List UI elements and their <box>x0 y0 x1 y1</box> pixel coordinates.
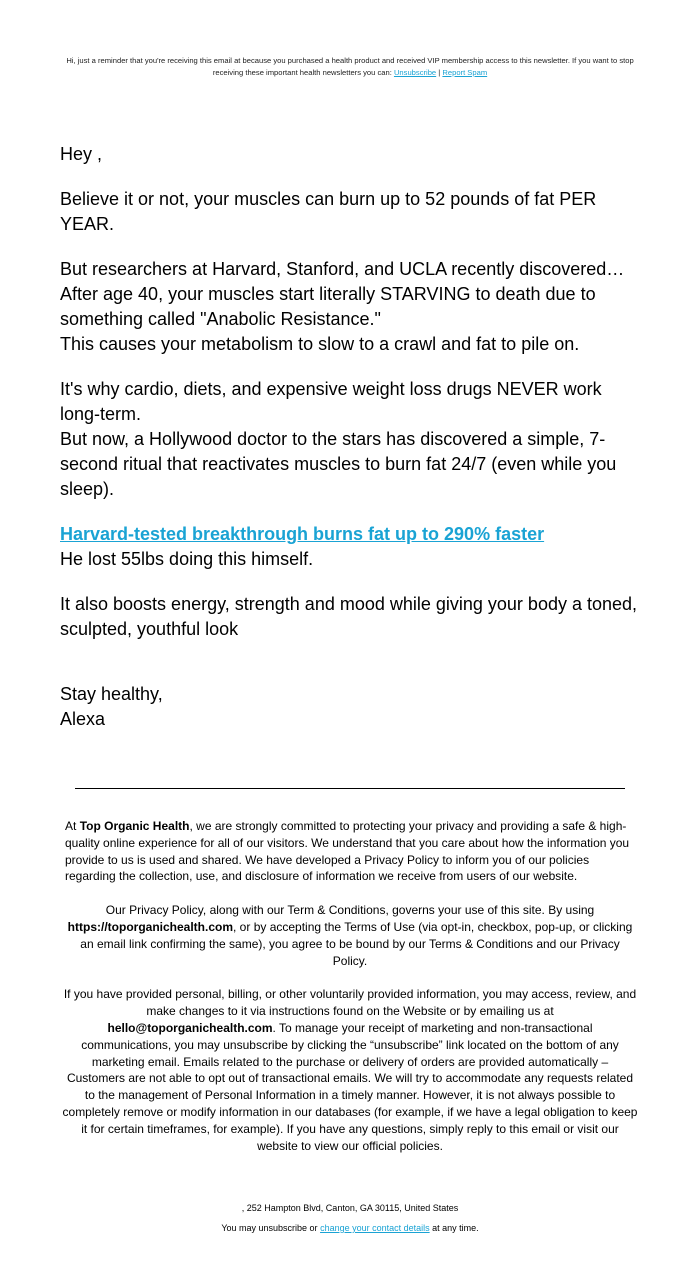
signoff: Stay healthy, <box>60 684 163 704</box>
brand-name: Top Organic Health <box>79 819 190 833</box>
cta-subtext: He lost 55lbs doing this himself. <box>60 549 314 569</box>
report-spam-link[interactable]: Report Spam <box>442 67 488 77</box>
unsubscribe-link[interactable]: Unsubscribe <box>393 67 437 77</box>
cardio-line-2: But now, a Hollywood doctor to the stars has discovered a simple, 7-second ritual that reactivates muscles to burn fat 24/7 (even while you sleep). <box>60 429 617 499</box>
website-url: https://toporganichealth.com <box>67 919 234 934</box>
paragraph-research <box>60 257 645 357</box>
top-notice <box>60 55 640 78</box>
notice-separator: | <box>438 67 441 77</box>
cardio-line-1: It's why cardio, diets, and expensive weight loss drugs NEVER work long-term. <box>60 379 602 424</box>
footer <box>62 818 638 1171</box>
footer-text: . To manage your receipt of marketing and non-transactional communications, you may unsubscribe by clicking the “unsubscribe” link located on the bottom of any marketing email. Emails related to the purchase or delivery of orders are provided automatically – Customers are not able to opt out of transactional emails. We will try to accommodate any requests related to the management of Personal Information in a timely manner. However, it is not always possible to completely remove or modify information in our databases (for example, if we have a legal obligation to keep it for certain timeframes, for example). If you have any questions, simply reply to this email or visit our website to view our official policies. <box>62 1020 638 1153</box>
research-line-3: This causes your metabolism to slow to a crawl and fat to pile on. <box>60 334 580 354</box>
mailing-address: , 252 Hampton Blvd, Canton, GA 30115, United States <box>241 1203 459 1213</box>
footer-text: You may unsubscribe or <box>221 1223 318 1233</box>
paragraph-benefits: It also boosts energy, strength and mood while giving your body a toned, sculpted, youthful look <box>60 594 638 639</box>
research-line-1: But researchers at Harvard, Stanford, and UCLA recently discovered… <box>60 259 625 279</box>
footer-text: at any time. <box>432 1223 479 1233</box>
footer-text: At <box>65 819 77 833</box>
unsubscribe-footer <box>0 1222 700 1234</box>
greeting: Hey , <box>60 144 103 164</box>
paragraph-cta <box>60 522 645 572</box>
footer-text: , we are strongly committed to protecting your privacy and providing a safe & high-quality online experience for all of our visitors. We understand that you care about how the information you provide to us is used and shared. We have developed a Privacy Policy to inform you of our policies regarding the collection, use, and disclosure of information we receive from users of our website. <box>65 819 630 884</box>
footer-text: Our Privacy Policy, along with our Term & Conditions, governs your use of this site. By using <box>105 903 595 918</box>
footer-privacy-policy <box>62 902 638 969</box>
change-contact-details-link[interactable]: change your contact details <box>320 1223 430 1233</box>
footer-personal-info <box>62 986 638 1154</box>
cta-link[interactable]: Harvard-tested breakthrough burns fat up to 290% faster <box>60 524 545 544</box>
research-line-2: After age 40, your muscles start literally STARVING to death due to something called "Anabolic Resistance." <box>60 284 596 329</box>
notice-text: Hi, just a reminder that you're receiving this email at because you purchased a health product and received VIP membership access to this newsletter. If you want to stop receiving these important health newsletters you can: <box>66 56 634 77</box>
footer-text: If you have provided personal, billing, or other voluntarily provided information, you may access, review, and make changes to it via instructions found on the Website or by emailing us at <box>63 987 637 1019</box>
paragraph-muscle-burn: Believe it or not, your muscles can burn up to 52 pounds of fat PER YEAR. <box>60 189 597 234</box>
signature-block <box>60 682 163 732</box>
paragraph-cardio <box>60 377 645 502</box>
footer-privacy-intro <box>62 818 638 885</box>
signature-name: Alexa <box>60 709 106 729</box>
contact-email: hello@toporganichealth.com <box>107 1020 273 1035</box>
footer-divider <box>75 788 625 789</box>
footer-text: , or by accepting the Terms of Use (via opt-in, checkbox, pop-up, or clicking an email link confirming the same), you agree to be bound by our Terms & Conditions and our Privacy Policy. <box>80 919 633 968</box>
email-body <box>60 142 645 662</box>
